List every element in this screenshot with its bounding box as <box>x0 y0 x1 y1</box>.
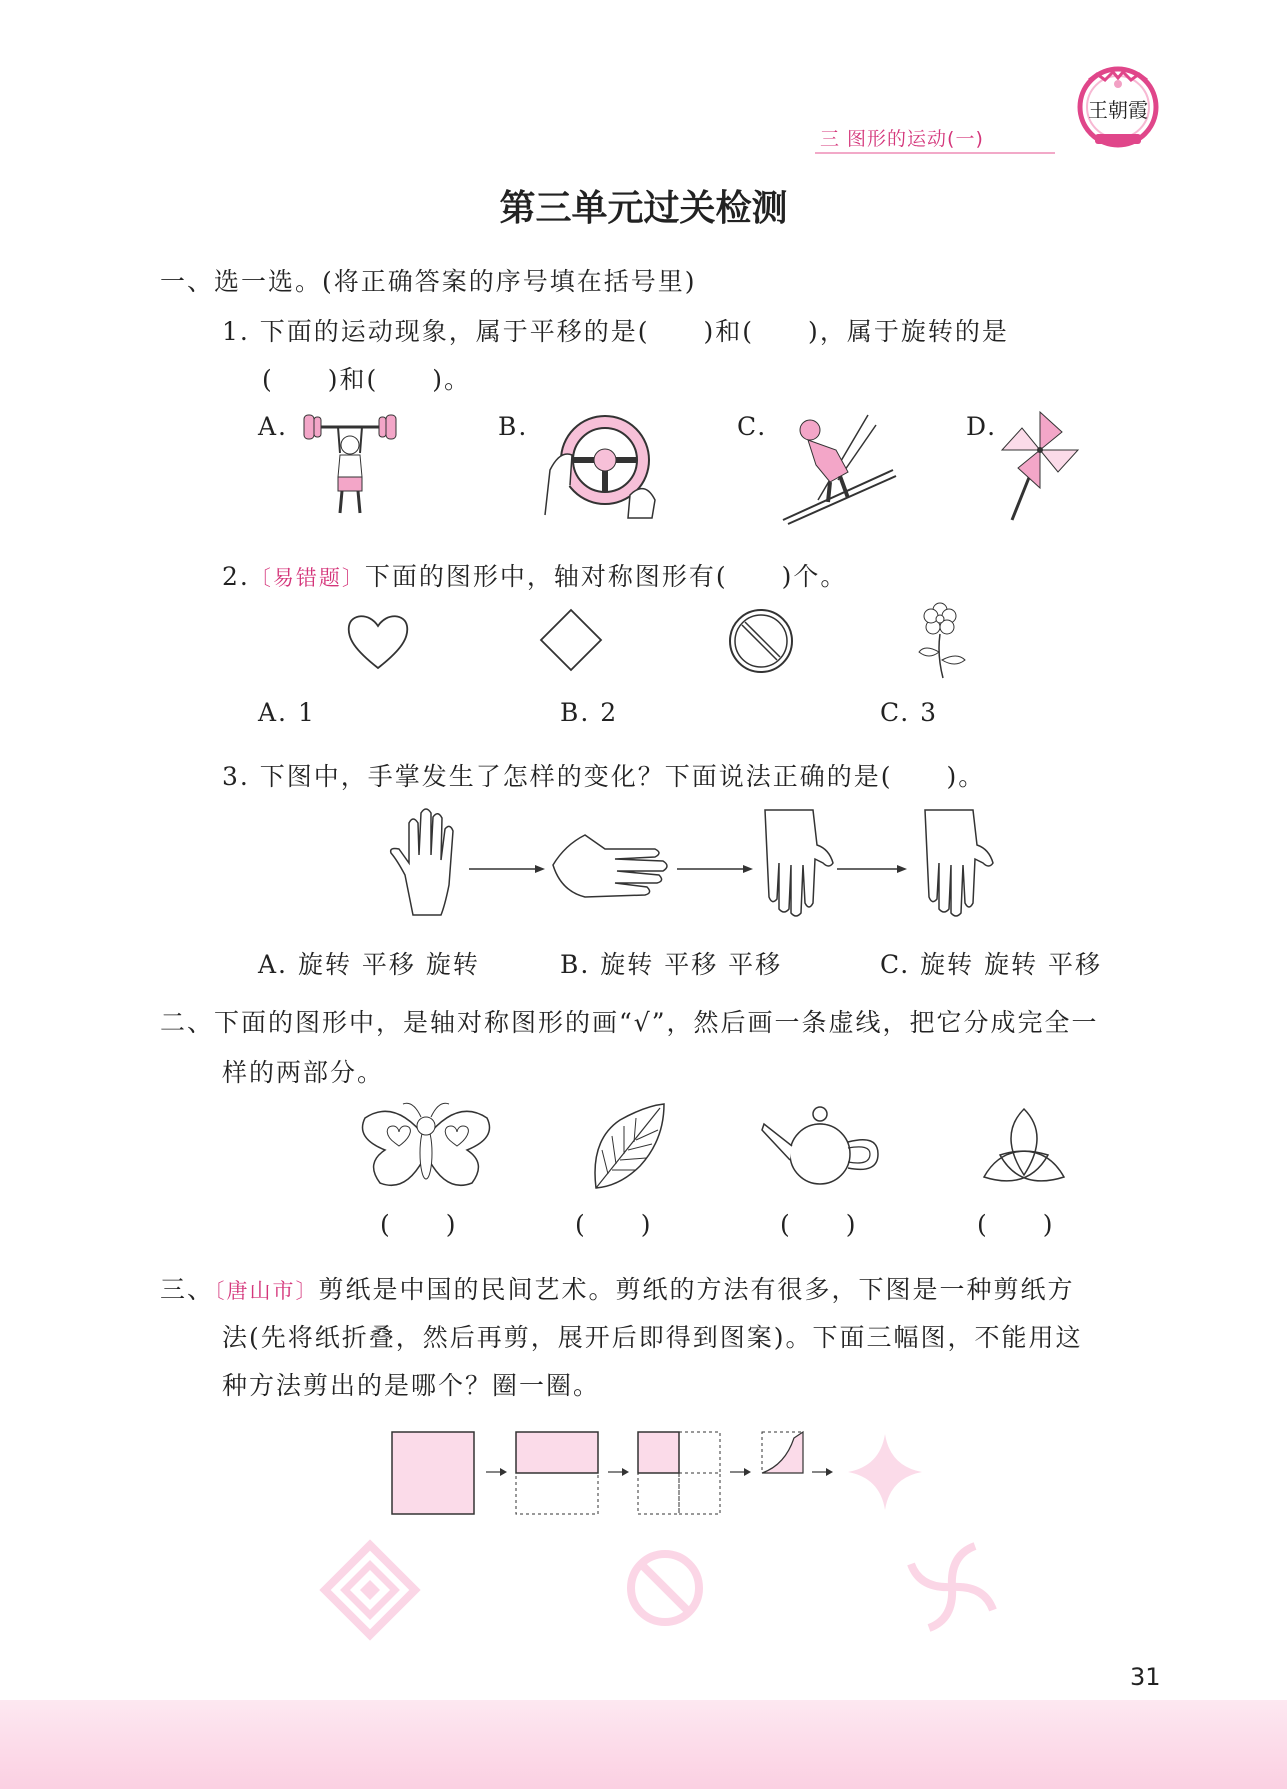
flower-icon <box>915 600 975 680</box>
part1-heading: 一、选一选。(将正确答案的序号填在括号里) <box>160 267 697 296</box>
teapot-icon <box>760 1102 885 1190</box>
q3-option-a: A. 旋转 平移 旋转 <box>258 950 480 979</box>
part3-line2: 法(先将纸折叠，然后再剪，展开后即得到图案)。下面三幅图，不能用这 <box>222 1323 1083 1352</box>
q1-line1: 1. 下面的运动现象，属于平移的是( )和( )，属于旋转的是 <box>222 317 1009 346</box>
skier-icon <box>778 410 898 525</box>
q2-line: 2.〔易错题〕下面的图形中，轴对称图形有( )个。 <box>222 562 848 591</box>
q1-option-c: C. <box>737 412 768 441</box>
q3-line: 3. 下图中，手掌发生了怎样的变化？下面说法正确的是( )。 <box>222 762 986 791</box>
q2-option-b: B. 2 <box>560 698 619 727</box>
triquetra-icon <box>980 1105 1068 1187</box>
part3-tag: 〔唐山市〕 <box>214 1279 319 1303</box>
svg-text:王朝霞: 王朝霞 <box>1088 98 1148 122</box>
q1-line2: ( )和( )。 <box>262 365 472 394</box>
part2-line2: 样的两部分。 <box>222 1058 385 1087</box>
triquetra-answer-bracket[interactable]: ( ) <box>977 1210 1055 1239</box>
paper-folding-diagram <box>390 1430 930 1515</box>
q3-option-c: C. 旋转 旋转 平移 <box>880 950 1103 979</box>
header-divider <box>815 152 1055 154</box>
steering-wheel-icon <box>540 410 665 520</box>
butterfly-icon <box>355 1098 497 1193</box>
section-header: 三 图形的运动(一) <box>820 128 984 150</box>
footer-band <box>0 1700 1287 1789</box>
diamond-icon <box>538 607 604 673</box>
page-number: 31 <box>1130 1663 1161 1691</box>
heart-icon <box>345 610 411 672</box>
butterfly-answer-bracket[interactable]: ( ) <box>380 1210 458 1239</box>
part3-line1: 三、〔唐山市〕剪纸是中国的民间艺术。剪纸的方法有很多，下图是一种剪纸方 <box>160 1275 1075 1304</box>
page-title: 第三单元过关检测 <box>499 188 788 229</box>
q1-option-a: A. <box>258 412 289 441</box>
brand-logo-icon <box>1075 62 1161 148</box>
leaf-answer-bracket[interactable]: ( ) <box>575 1210 653 1239</box>
diamond-lattice-choice-icon[interactable] <box>320 1540 420 1640</box>
leaf-icon <box>590 1100 670 1192</box>
part2-line1: 二、下面的图形中，是轴对称图形的画“√”，然后画一条虚线，把它分成完全一 <box>160 1008 1099 1037</box>
hand-sequence-icon <box>385 805 995 925</box>
teapot-answer-bracket[interactable]: ( ) <box>780 1210 858 1239</box>
q2-option-c: C. 3 <box>880 698 939 727</box>
q1-option-b: B. <box>498 412 529 441</box>
pinwheel-icon <box>1000 408 1080 523</box>
q2-tag: 〔易错题〕 <box>249 566 365 590</box>
q1-option-d: D. <box>966 412 998 441</box>
no-sign-choice-icon[interactable] <box>625 1548 705 1628</box>
q3-option-b: B. 旋转 平移 平移 <box>560 950 783 979</box>
weightlifter-icon <box>300 405 400 520</box>
swirl-choice-icon[interactable] <box>905 1540 1000 1635</box>
no-sign-icon <box>727 607 795 675</box>
part3-line3: 种方法剪出的是哪个？圈一圈。 <box>222 1371 601 1400</box>
q2-option-a: A. 1 <box>258 698 316 727</box>
